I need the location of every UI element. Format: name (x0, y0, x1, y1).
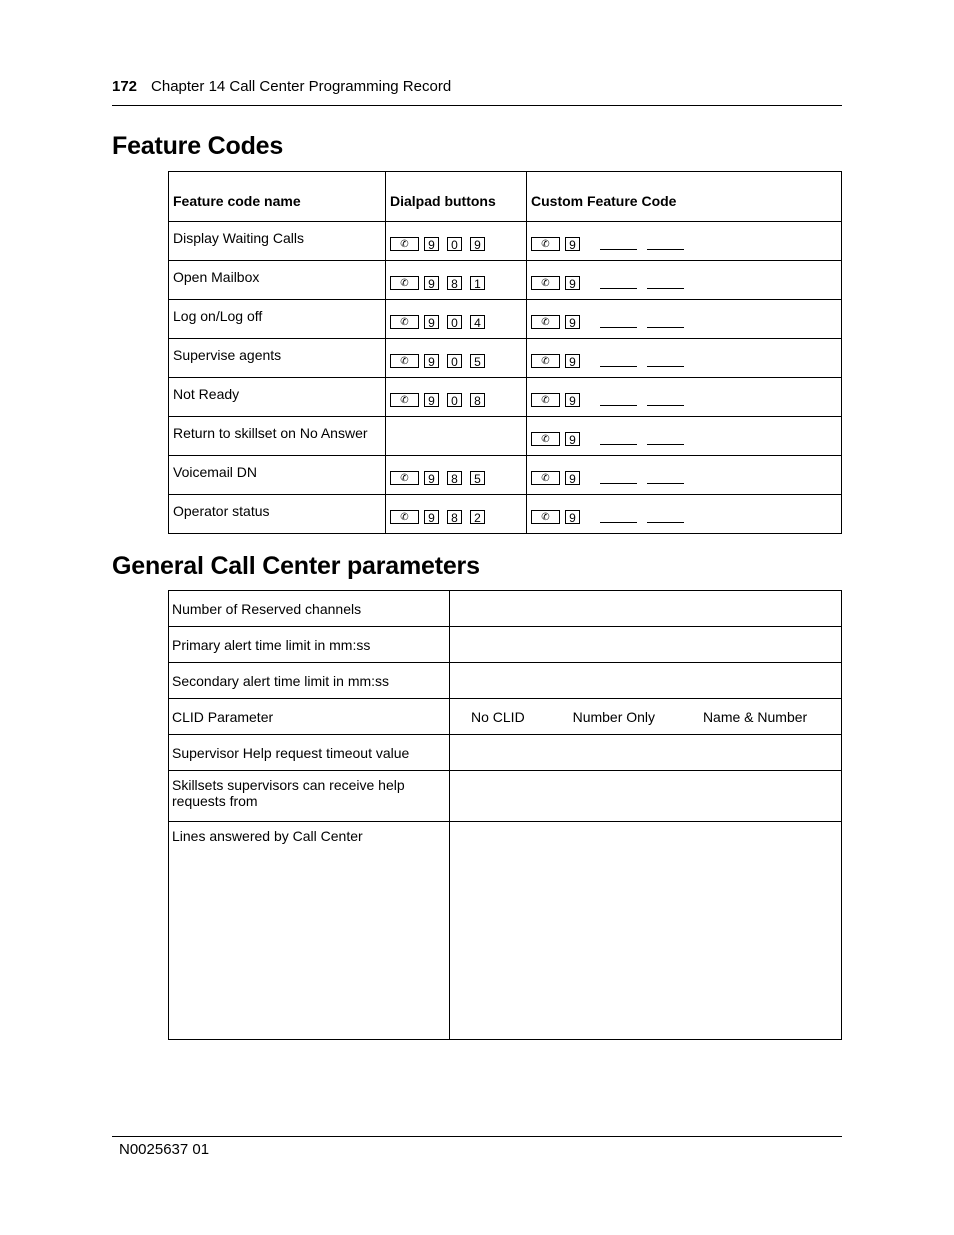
feature-name-cell (169, 456, 386, 495)
dialpad-buttons-cell (386, 222, 527, 261)
dialpad-buttons-cell (386, 456, 527, 495)
page-number: 172 (112, 78, 138, 95)
dialpad-digit-key: 9 (424, 315, 439, 329)
dialpad-buttons-cell (386, 495, 527, 534)
table-row (169, 591, 842, 627)
feature-name: Voicemail DN (173, 464, 258, 480)
custom-code-cell (527, 456, 842, 495)
row-label: Secondary alert time limit in mm:ss (169, 663, 450, 699)
feature-name-cell (169, 222, 386, 261)
value-cell[interactable] (450, 771, 842, 822)
custom-digit-blank[interactable] (647, 404, 684, 406)
dialpad-buttons-cell (386, 378, 527, 417)
feature-key-icon: ✆ (531, 393, 560, 407)
table-row (169, 261, 842, 300)
feature-key-icon: ✆ (531, 471, 560, 485)
custom-digit-blank[interactable] (647, 443, 684, 445)
feature-key-icon: ✆ (531, 237, 560, 251)
feature-name-cell (169, 417, 386, 456)
dialpad-digit-key: 9 (565, 471, 580, 485)
feature-name-cell (169, 261, 386, 300)
custom-digit-blank[interactable] (600, 404, 637, 406)
feature-key-icon: ✆ (531, 510, 560, 524)
dialpad-digit-key: 2 (470, 510, 485, 524)
feature-name-cell (169, 378, 386, 417)
feature-key-icon: ✆ (390, 237, 419, 251)
feature-name: Supervise agents (173, 347, 282, 363)
dialpad-buttons-cell (386, 300, 527, 339)
feature-name: Log on/Log off (173, 308, 263, 324)
custom-code-cell (527, 261, 842, 300)
custom-digit-blank[interactable] (600, 443, 637, 445)
feature-name-cell (169, 300, 386, 339)
dialpad-digit-key: 4 (470, 315, 485, 329)
dialpad-digit-key: 1 (470, 276, 485, 290)
table-row (169, 456, 842, 495)
dialpad-digit-key: 9 (565, 276, 580, 290)
dialpad-digit-key: 5 (470, 354, 485, 368)
dialpad-digit-key: 9 (424, 354, 439, 368)
page-header (112, 78, 842, 106)
custom-digit-blank[interactable] (600, 287, 637, 289)
custom-code-cell (527, 417, 842, 456)
general-parameters-heading: General Call Center parameters (112, 552, 480, 580)
table-row (169, 771, 842, 822)
clid-options-cell (450, 699, 842, 735)
custom-digit-blank[interactable] (600, 482, 637, 484)
general-parameters-table (168, 590, 842, 1040)
column-header-name: Feature code name (169, 172, 386, 222)
row-label: CLID Parameter (169, 699, 450, 735)
dialpad-digit-key: 9 (565, 315, 580, 329)
custom-digit-blank[interactable] (647, 365, 684, 367)
feature-name: Operator status (173, 503, 270, 519)
feature-name: Display Waiting Calls (173, 230, 304, 246)
custom-digit-blank[interactable] (600, 365, 637, 367)
feature-key-icon: ✆ (390, 276, 419, 290)
row-label: Supervisor Help request timeout value (169, 735, 450, 771)
dialpad-digit-key: 9 (424, 237, 439, 251)
feature-key-icon: ✆ (531, 276, 560, 290)
feature-name-cell (169, 495, 386, 534)
feature-key-icon: ✆ (531, 315, 560, 329)
feature-key-icon: ✆ (390, 471, 419, 485)
dialpad-digit-key: 9 (565, 393, 580, 407)
table-row (169, 627, 842, 663)
value-cell[interactable] (450, 735, 842, 771)
table-row (169, 495, 842, 534)
dialpad-digit-key: 9 (424, 510, 439, 524)
dialpad-digit-key: 9 (424, 393, 439, 407)
feature-name: Return to skillset on No Answer (173, 425, 368, 441)
custom-code-cell (527, 222, 842, 261)
feature-name: Not Ready (173, 386, 240, 402)
value-cell[interactable] (450, 663, 842, 699)
custom-digit-blank[interactable] (647, 287, 684, 289)
feature-key-icon: ✆ (390, 354, 419, 368)
table-row (169, 339, 842, 378)
feature-name-cell (169, 339, 386, 378)
custom-digit-blank[interactable] (600, 521, 637, 523)
feature-name: Open Mailbox (173, 269, 260, 285)
dialpad-digit-key: 9 (424, 471, 439, 485)
document-number: N0025637 01 (119, 1141, 210, 1158)
column-header-dialpad: Dialpad buttons (386, 172, 527, 222)
dialpad-digit-key: 8 (447, 276, 462, 290)
table-header-row (169, 172, 842, 222)
table-row (169, 300, 842, 339)
custom-code-cell (527, 300, 842, 339)
clid-option-no-clid[interactable]: No CLID (471, 708, 525, 725)
row-label: Skillsets supervisors can receive help requests from (169, 771, 450, 822)
dialpad-digit-key: 9 (565, 510, 580, 524)
clid-option-number-only[interactable]: Number Only (572, 708, 656, 725)
table-row (169, 663, 842, 699)
table-row (169, 822, 842, 1040)
feature-key-icon: ✆ (531, 354, 560, 368)
custom-code-cell (527, 339, 842, 378)
dialpad-digit-key: 8 (470, 393, 485, 407)
table-row (169, 417, 842, 456)
dialpad-digit-key: 9 (565, 237, 580, 251)
value-cell[interactable] (450, 822, 842, 1040)
dialpad-digit-key: 0 (447, 315, 462, 329)
custom-code-cell (527, 495, 842, 534)
feature-key-icon: ✆ (390, 315, 419, 329)
dialpad-digit-key: 9 (565, 432, 580, 446)
feature-key-icon: ✆ (390, 510, 419, 524)
feature-key-icon: ✆ (390, 393, 419, 407)
feature-codes-table (168, 171, 842, 534)
dialpad-digit-key: 0 (447, 237, 462, 251)
dialpad-buttons-cell (386, 261, 527, 300)
table-row (169, 735, 842, 771)
dialpad-buttons-cell (386, 339, 527, 378)
feature-codes-heading: Feature Codes (112, 132, 284, 160)
dialpad-digit-key: 0 (447, 354, 462, 368)
row-label: Primary alert time limit in mm:ss (169, 627, 450, 663)
custom-digit-blank[interactable] (647, 326, 684, 328)
clid-option-name-number[interactable]: Name & Number (702, 708, 808, 725)
custom-digit-blank[interactable] (647, 248, 684, 250)
column-header-custom: Custom Feature Code (527, 172, 842, 222)
row-label: Lines answered by Call Center (169, 822, 450, 1040)
custom-code-cell (527, 378, 842, 417)
dialpad-digit-key: 8 (447, 510, 462, 524)
custom-digit-blank[interactable] (647, 482, 684, 484)
custom-digit-blank[interactable] (600, 248, 637, 250)
custom-digit-blank[interactable] (647, 521, 684, 523)
value-cell[interactable] (450, 591, 842, 627)
dialpad-digit-key: 9 (424, 276, 439, 290)
table-row (169, 378, 842, 417)
chapter-title: Chapter 14 Call Center Programming Record (151, 78, 452, 95)
dialpad-digit-key: 5 (470, 471, 485, 485)
custom-digit-blank[interactable] (600, 326, 637, 328)
dialpad-digit-key: 9 (470, 237, 485, 251)
dialpad-buttons-cell (386, 417, 527, 456)
page-footer (112, 1136, 842, 1158)
dialpad-digit-key: 0 (447, 393, 462, 407)
value-cell[interactable] (450, 627, 842, 663)
table-row (169, 699, 842, 735)
dialpad-digit-key: 8 (447, 471, 462, 485)
table-row (169, 222, 842, 261)
feature-key-icon: ✆ (531, 432, 560, 446)
row-label: Number of Reserved channels (169, 591, 450, 627)
dialpad-digit-key: 9 (565, 354, 580, 368)
